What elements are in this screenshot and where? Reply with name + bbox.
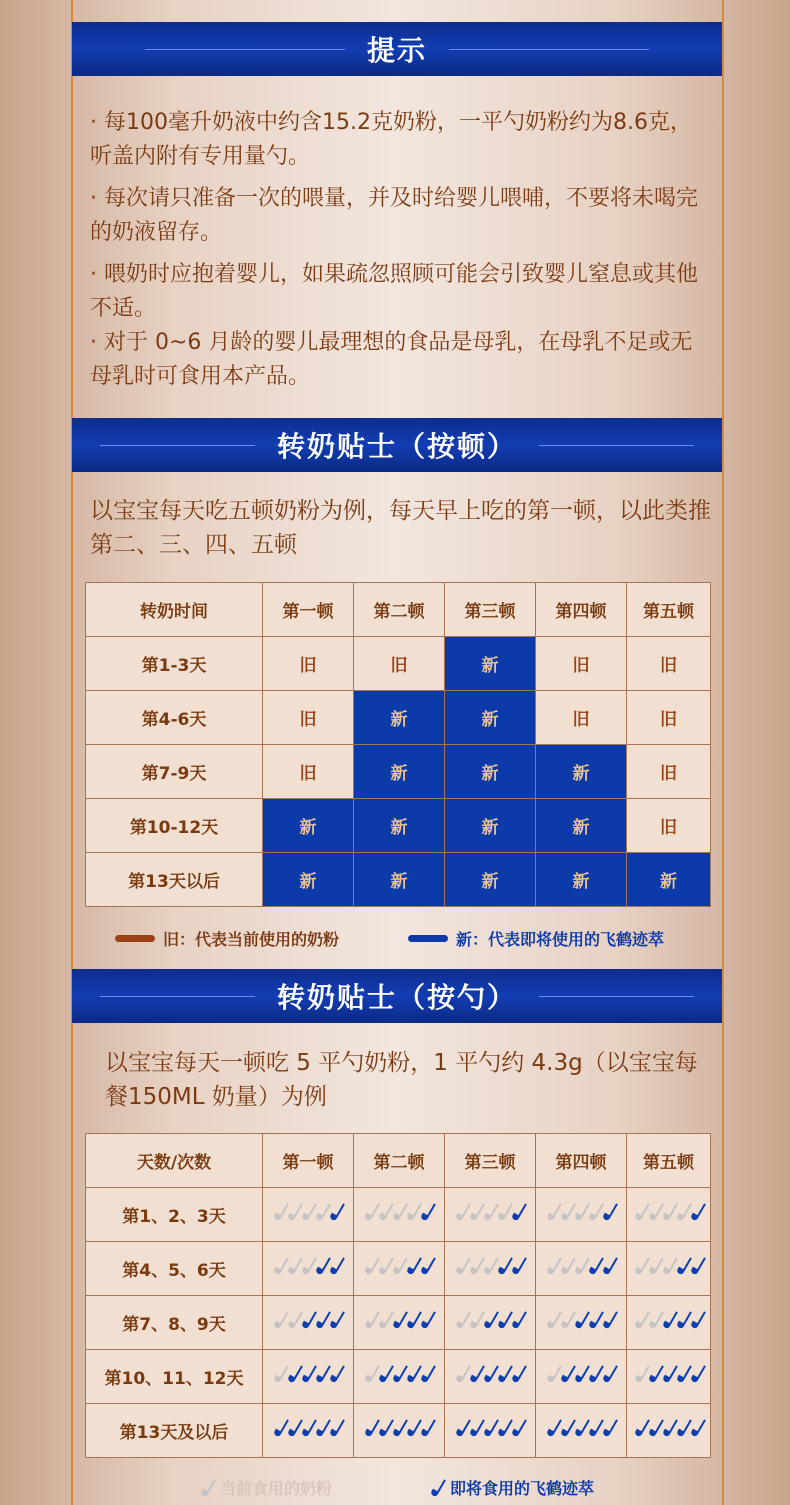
scoop-cell [354,1242,445,1296]
table-row [86,1188,711,1242]
meal-intro: 以宝宝每天吃五顿奶粉为例，每天早上吃的第一顿，以此类推第二、三、四、五顿 [90,498,711,558]
scoop-icon-grey [274,1255,286,1277]
banner-rule-left [100,996,255,997]
scoop-icon-blue [589,1309,601,1331]
scoop-icon-blue [330,1363,342,1385]
scoop-cell [536,1242,627,1296]
scoop-icon-blue [635,1417,647,1439]
scoop-cell [445,1350,536,1404]
scoop-icon-blue [421,1363,433,1385]
scoop-icon-blue [316,1363,328,1385]
scoop-cell [445,1242,536,1296]
scoop-icon-blue [379,1363,391,1385]
scoop-cell [263,1404,354,1458]
header-cell: 第二顿 [354,1134,445,1188]
scoop-icon-blue [498,1417,510,1439]
frame-left-line [71,0,73,1505]
scoop-icon-grey [407,1201,419,1223]
legend-new-label: 新：代表即将使用的飞鹤迹萃 [456,930,665,949]
scoop-legend-new [430,1476,594,1499]
scoop-icon-blue [589,1417,601,1439]
scoop-group [273,1309,343,1331]
old-formula-cell: 旧 [263,691,354,745]
scoop-icon-grey [201,1477,213,1499]
scoop-icon-grey [649,1201,661,1223]
scoop-icon-blue [677,1417,689,1439]
scoop-icon-grey [379,1201,391,1223]
scoop-icon-blue [330,1417,342,1439]
scoop-icon-blue [575,1363,587,1385]
scoop-icon-blue [407,1417,419,1439]
scoop-group [546,1309,616,1331]
scoop-icon-blue [677,1363,689,1385]
scoop-icon-blue [561,1363,573,1385]
header-cell: 第一顿 [263,583,354,637]
table-header-row [86,583,711,637]
scoop-icon-blue [649,1417,661,1439]
scoop-icon-blue [421,1309,433,1331]
row-label: 第4、5、6天 [86,1242,263,1296]
new-formula-cell: 新 [536,745,627,799]
header-cell: 第四顿 [536,1134,627,1188]
scoop-icon-grey [379,1255,391,1277]
row-label: 第1-3天 [86,637,263,691]
table-header-row [86,1134,711,1188]
scoop-icon-blue [407,1363,419,1385]
scoop-icon-blue [393,1363,405,1385]
scoop-icon-blue [512,1309,524,1331]
table-row [86,1296,711,1350]
scoop-icon-blue [407,1255,419,1277]
scoop-icon-blue [691,1417,703,1439]
scoop-icon-blue [316,1309,328,1331]
old-formula-cell: 旧 [536,637,627,691]
scoop-icon-blue [603,1417,615,1439]
scoop-group [273,1255,343,1277]
scoop-icon-blue [302,1417,314,1439]
scoop-icon-blue [603,1255,615,1277]
new-formula-cell: 新 [445,853,536,907]
scoop-icon-grey [456,1363,468,1385]
header-cell: 转奶时间 [86,583,263,637]
meal-banner [72,418,722,472]
scoop-icon-blue [512,1417,524,1439]
scoop-cell [536,1404,627,1458]
old-formula-cell: 旧 [627,799,711,853]
scoop-legend-old [200,1476,332,1499]
scoop-icon-grey [456,1255,468,1277]
scoop-icon-blue [484,1309,496,1331]
scoop-icon-blue [663,1417,675,1439]
scoop-icon-grey [547,1363,559,1385]
old-formula-cell: 旧 [263,745,354,799]
scoop-icon-grey [274,1363,286,1385]
new-formula-cell: 新 [445,637,536,691]
table-row [86,1404,711,1458]
scoop-icon-blue [663,1309,675,1331]
scoop-icon-grey [635,1255,647,1277]
scoop-icon-grey [393,1201,405,1223]
scoop-intro: 以宝宝每天一顿吃 5 平勺奶粉，1 平勺约 4.3g（以宝宝每餐150ML 奶量）为例 [105,1050,698,1110]
scoop-icon-grey [561,1201,573,1223]
scoop-icon-grey [288,1255,300,1277]
scoop-icon-blue [677,1255,689,1277]
scoop-icon-grey [274,1309,286,1331]
scoop-group [546,1417,616,1439]
scoop-icon-grey [456,1201,468,1223]
scoop-icon-grey [547,1309,559,1331]
scoop-group [455,1309,525,1331]
scoop-icon-blue [288,1417,300,1439]
banner-rule-left [100,445,255,446]
banner-rule-right [539,445,694,446]
new-formula-cell: 新 [445,745,536,799]
scoop-icon-grey [365,1201,377,1223]
scoop-icon-grey [365,1309,377,1331]
scoop-icon-blue [330,1201,342,1223]
scoop-icon-blue [512,1255,524,1277]
new-formula-cell: 新 [354,745,445,799]
scoop-cell [627,1350,711,1404]
scoop-icon-grey [561,1255,573,1277]
scoop-group [634,1309,704,1331]
new-formula-cell: 新 [445,799,536,853]
row-label: 第4-6天 [86,691,263,745]
row-label: 第1、2、3天 [86,1188,263,1242]
scoop-icon-grey [470,1255,482,1277]
row-label: 第10-12天 [86,799,263,853]
table-row [86,691,711,745]
scoop-cell [354,1296,445,1350]
scoop-icon-blue [288,1363,300,1385]
scoop-icon-grey [365,1363,377,1385]
scoop-cell [354,1350,445,1404]
table-row [86,637,711,691]
scoop-group [364,1309,434,1331]
scoop-icon-blue [302,1363,314,1385]
scoop-icon-grey [498,1201,510,1223]
scoop-icon-blue [470,1363,482,1385]
new-formula-cell: 新 [354,853,445,907]
scoop-cell [445,1296,536,1350]
scoop-icon-blue [603,1201,615,1223]
old-formula-cell: 旧 [354,637,445,691]
scoop-group [634,1417,704,1439]
tip-item: · 对于 0~6 月龄的婴儿最理想的食品是母乳，在母乳不足或无母乳时可食用本产品。 [90,330,693,389]
scoop-icon-blue [512,1363,524,1385]
scoop-icon-blue [589,1363,601,1385]
meal-section-title: 转奶贴士（按顿） [276,430,517,463]
scoop-cell [445,1404,536,1458]
scoop-icon-blue [547,1417,559,1439]
meal-table [85,582,711,907]
old-formula-cell: 旧 [627,745,711,799]
tips-title: 提示 [366,34,427,67]
table-row [86,745,711,799]
header-cell: 第二顿 [354,583,445,637]
scoop-icon-grey [649,1255,661,1277]
scoop-icon-blue [330,1309,342,1331]
row-label: 第13天及以后 [86,1404,263,1458]
scoop-cell [536,1350,627,1404]
scoop-icon-grey [635,1363,647,1385]
scoop-icon-grey [484,1255,496,1277]
scoop-icon-blue [470,1417,482,1439]
scoop-icon-blue [330,1255,342,1277]
scoop-group [546,1255,616,1277]
legend-old-swatch [115,935,155,942]
scoop-icon-grey [547,1255,559,1277]
scoop-group [364,1255,434,1277]
scoop-icon-grey [575,1201,587,1223]
scoop-cell [627,1296,711,1350]
scoop-icon-blue [393,1417,405,1439]
scoop-group [364,1363,434,1385]
scoop-icon-blue [691,1363,703,1385]
scoop-icon-blue [431,1477,443,1499]
scoop-cell [263,1296,354,1350]
scoop-group [273,1201,343,1223]
scoop-group [455,1363,525,1385]
scoop-icon-blue [691,1309,703,1331]
scoop-legend-new-label: 即将食用的飞鹤迹萃 [450,1479,595,1498]
scoop-icon-blue [484,1363,496,1385]
scoop-icon-grey [561,1309,573,1331]
old-formula-cell: 旧 [536,691,627,745]
header-cell: 第五顿 [627,583,711,637]
scoop-cell [445,1188,536,1242]
row-label: 第13天以后 [86,853,263,907]
header-cell: 第三顿 [445,583,536,637]
tip-item: · 每次请只准备一次的喂量，并及时给婴儿喂哺，不要将未喝完的奶液留存。 [90,186,698,245]
scoop-icon-grey [288,1201,300,1223]
tip-item: · 喂奶时应抱着婴儿，如果疏忽照顾可能会引致婴儿窒息或其他不适。 [90,262,698,321]
scoop-icon-grey [274,1201,286,1223]
scoop-icon-blue [316,1417,328,1439]
row-label: 第7、8、9天 [86,1296,263,1350]
tips-banner [72,22,722,76]
scoop-icon-grey [393,1255,405,1277]
banner-rule-left [145,49,345,50]
scoop-cell [263,1350,354,1404]
scoop-icon-grey [456,1309,468,1331]
scoop-icon-blue [456,1417,468,1439]
scoop-icon-grey [302,1255,314,1277]
scoop-cell [263,1242,354,1296]
scoop-section-title: 转奶贴士（按勺） [276,981,517,1014]
scoop-icon-grey [635,1309,647,1331]
scoop-icon-grey [649,1309,661,1331]
scoop-icon-blue [512,1201,524,1223]
scoop-icon-blue [393,1309,405,1331]
scoop-icon-blue [421,1417,433,1439]
scoop-icon-grey [575,1255,587,1277]
scoop-icon-blue [677,1309,689,1331]
scoop-icon-blue [498,1363,510,1385]
scoop-group [455,1417,525,1439]
scoop-icon-blue [274,1417,286,1439]
legend-new-swatch [408,935,448,942]
banner-rule-right [539,996,694,997]
scoop-legend-old-label: 当前食用的奶粉 [220,1479,333,1498]
old-formula-cell: 旧 [263,637,354,691]
scoop-group [455,1255,525,1277]
scoop-icon-blue [589,1255,601,1277]
scoop-group [273,1417,343,1439]
old-formula-cell: 旧 [627,637,711,691]
legend-old [115,927,339,950]
scoop-icon-blue [421,1255,433,1277]
scoop-icon-grey [379,1309,391,1331]
new-formula-cell: 新 [536,853,627,907]
scoop-icon-blue [365,1417,377,1439]
scoop-group [546,1201,616,1223]
scoop-icon-blue [691,1255,703,1277]
tips-list [90,106,712,394]
new-formula-cell: 新 [354,799,445,853]
new-formula-cell: 新 [263,799,354,853]
scoop-icon-blue [421,1201,433,1223]
header-cell: 第三顿 [445,1134,536,1188]
header-cell: 第四顿 [536,583,627,637]
scoop-cell [627,1404,711,1458]
scoop-icon-blue [498,1255,510,1277]
scoop-icon-blue [691,1201,703,1223]
scoop-icon-blue [407,1309,419,1331]
scoop-icon-grey [484,1201,496,1223]
table-row [86,1242,711,1296]
frame-right-line [722,0,724,1505]
header-cell: 第五顿 [627,1134,711,1188]
scoop-group [273,1363,343,1385]
scoop-cell [627,1242,711,1296]
scoop-icon-blue [484,1417,496,1439]
tip-item: · 每100毫升奶液中约含15.2克奶粉，一平勺奶粉约为8.6克，听盖内附有专用量勺。 [90,110,692,169]
scoop-cell [354,1188,445,1242]
scoop-group [634,1255,704,1277]
table-row [86,799,711,853]
scoop-cell [536,1296,627,1350]
banner-rule-right [449,49,649,50]
scoop-group [364,1201,434,1223]
scoop-table [85,1133,711,1458]
scoop-icon-blue [603,1309,615,1331]
scoop-cell [263,1188,354,1242]
new-formula-cell: 新 [445,691,536,745]
scoop-icon-grey [288,1309,300,1331]
scoop-icon-grey [302,1201,314,1223]
scoop-icon-grey [677,1201,689,1223]
legend-old-label: 旧：代表当前使用的奶粉 [163,930,340,949]
new-formula-cell: 新 [627,853,711,907]
scoop-icon-blue [575,1417,587,1439]
scoop-icon-grey [663,1201,675,1223]
scoop-icon-grey [316,1201,328,1223]
table-row [86,853,711,907]
scoop-cell [354,1404,445,1458]
old-formula-cell: 旧 [627,691,711,745]
table-row [86,1350,711,1404]
scoop-icon-blue [561,1417,573,1439]
scoop-group [634,1363,704,1385]
scoop-icon-blue [663,1363,675,1385]
scoop-banner [72,969,722,1023]
new-formula-cell: 新 [536,799,627,853]
scoop-icon-grey [547,1201,559,1223]
scoop-icon-grey [470,1201,482,1223]
header-cell: 第一顿 [263,1134,354,1188]
scoop-icon-blue [575,1309,587,1331]
scoop-icon-grey [663,1255,675,1277]
scoop-icon-grey [365,1255,377,1277]
scoop-group [546,1363,616,1385]
row-label: 第7-9天 [86,745,263,799]
scoop-icon-grey [635,1201,647,1223]
scoop-icon-blue [379,1417,391,1439]
scoop-icon-blue [649,1363,661,1385]
scoop-group [364,1417,434,1439]
scoop-cell [536,1188,627,1242]
new-formula-cell: 新 [354,691,445,745]
scoop-icon-grey [589,1201,601,1223]
scoop-group [634,1201,704,1223]
scoop-icon-blue [603,1363,615,1385]
new-formula-cell: 新 [263,853,354,907]
scoop-group [455,1201,525,1223]
scoop-icon-grey [470,1309,482,1331]
row-label: 第10、11、12天 [86,1350,263,1404]
legend-new [408,927,664,950]
scoop-icon-blue [302,1309,314,1331]
scoop-icon-blue [498,1309,510,1331]
header-cell: 天数/次数 [86,1134,263,1188]
scoop-icon-blue [316,1255,328,1277]
scoop-cell [627,1188,711,1242]
